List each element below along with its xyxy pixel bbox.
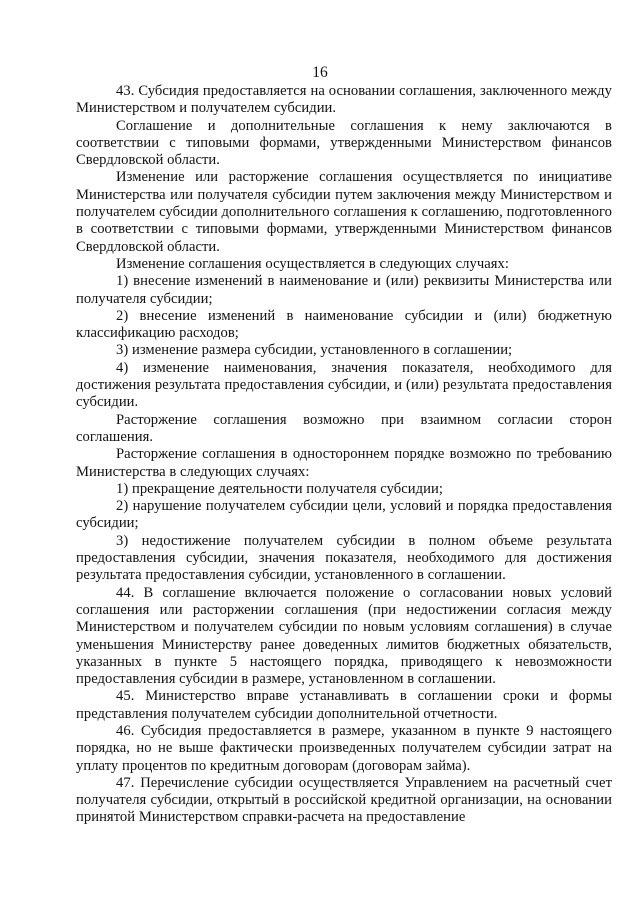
list-item-termination-3: 3) недостижение получателем субсидии в полном объеме результата предоставления субсидии, значения показателя, необходимого для достижения результата предоставления субсидии, установленного в соглашении.	[76, 532, 612, 584]
document-body	[76, 83, 612, 827]
paragraph-45: 45. Министерство вправе устанавливать в соглашении сроки и формы представления получателем субсидии дополнительной отчетности.	[76, 688, 612, 722]
paragraph-47: 47. Перечисление субсидии осуществляется Управлением на расчетный счет получателя субсидии, открытый в российской кредитной организации, на основании принятой Министерством справки-расчета на предоставление	[76, 774, 612, 826]
list-item-termination-2: 2) нарушение получателем субсидии цели, условий и порядка предоставления субсидии;	[76, 498, 612, 532]
paragraph-change-termination: Изменение или расторжение соглашения осуществляется по инициативе Министерства или получателя субсидии путем заключения между Министерством и получателем субсидии дополнительного соглашения к соглашению, подготовленного в соответствии с типовыми формами, утвержденными Министерством финансов Свердловской области.	[76, 169, 612, 255]
list-item-change-2: 2) внесение изменений в наименование субсидии и (или) бюджетную классификацию расходов;	[76, 307, 612, 342]
paragraph-agreement-forms: Соглашение и дополнительные соглашения к нему заключаются в соответствии с типовыми формами, утвержденными Министерством финансов Свердловской области.	[76, 117, 612, 169]
page-number: 16	[312, 64, 328, 81]
list-item-change-3: 3) изменение размера субсидии, установленного в соглашении;	[116, 342, 513, 359]
list-item-change-1: 1) внесение изменений в наименование и (или) реквизиты Министерства или получателя субсидии;	[76, 273, 612, 307]
paragraph-43: 43. Субсидия предоставляется на основании соглашения, заключенного между Министерством и получателем субсидии.	[76, 83, 612, 117]
paragraph-mutual-termination: Расторжение соглашения возможно при взаимном согласии сторон соглашения.	[76, 411, 612, 445]
list-item-termination-1: 1) прекращение деятельности получателя субсидии;	[116, 480, 443, 497]
paragraph-46: 46. Субсидия предоставляется в размере, указанном в пункте 9 настоящего порядка, но не выше фактически произведенных получателем субсидии затрат на уплату процентов по кредитным договорам (договорам займа).	[76, 722, 612, 774]
paragraph-unilateral-termination: Расторжение соглашения в одностороннем порядке возможно по требованию Министерства в следующих случаях:	[76, 446, 612, 480]
paragraph-44: 44. В соглашение включается положение о согласовании новых условий соглашения или расторжении соглашения (при недостижении согласия между Министерством и получателем субсидии по новым условиям соглашения) в случае уменьшения Министерству ранее доведенных лимитов бюджетных обязательств, указанных в пункте 5 настоящего порядка, приводящего к невозможности предоставления субсидии в размере, установленном в соглашении.	[76, 584, 612, 688]
list-item-change-4: 4) изменение наименования, значения показателя, необходимого для достижения результата предоставления субсидии, и (или) результата предоставления субсидии.	[76, 359, 612, 411]
paragraph-change-cases-intro: Изменение соглашения осуществляется в следующих случаях:	[116, 255, 509, 272]
